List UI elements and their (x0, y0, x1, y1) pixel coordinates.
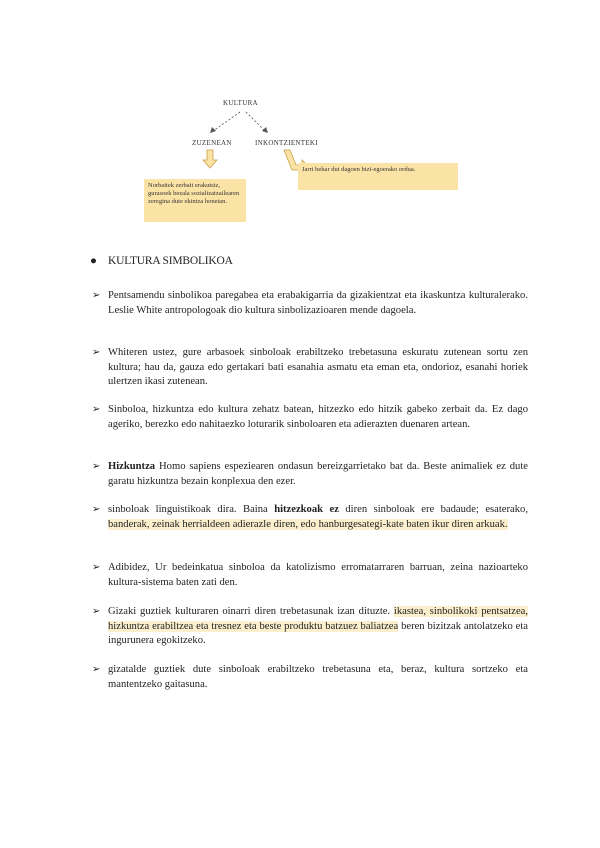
list-item (92, 460, 528, 489)
left-branch-arrow (213, 112, 240, 131)
list-item (92, 403, 528, 432)
down-arrow-icon (203, 150, 217, 168)
kultura-diagram (0, 0, 600, 230)
paragraph-text (108, 605, 528, 649)
paragraph-text: Sinboloa, hizkuntza edo kultura zehatz batean, hitzezko edo hitzik gabeko zerbait da. Ez dago ageriko, berezko edo nahitaezko loturarik sinboloaren eta adierazten duenaren artean. (108, 404, 528, 430)
list-arrow-icon: ➢ (92, 404, 101, 415)
bold-term: hitzezkoak ez (274, 504, 339, 515)
bullet-icon: ● (90, 255, 97, 267)
diagram-right-branch: INKONTZIENTEKI (255, 139, 318, 147)
list-arrow-icon: ➢ (92, 290, 101, 301)
list-arrow-icon: ➢ (92, 504, 101, 515)
paragraph-text: Adibidez, Ur bedeinkatua sinboloa da katolizismo erromatarraren barruan, zeina nazioarteko kultura-sistema baten zati den. (108, 562, 528, 588)
right-branch-arrow (246, 112, 265, 131)
paragraph-mid: diren sinboloak ere badaude; esaterako, (338, 504, 528, 515)
list-arrow-icon: ➢ (92, 606, 101, 617)
diagram-right-note: Jarri behar dut dagoen bizi-egoerako ordua. (298, 163, 458, 190)
list-item (92, 561, 528, 590)
paragraph-post: beren bizitzak antolatzeko eta ingurunera egokitzeko. (108, 620, 528, 646)
list-item (92, 503, 528, 532)
paragraph-text: gizatalde guztiek dute sinboloak erabiltzeko trebetasuna eta, beraz, kultura sortzeko eta mantentzeko gaitasuna. (108, 664, 528, 690)
list-arrow-icon: ➢ (92, 664, 101, 675)
list-item (92, 663, 528, 692)
list-item (92, 605, 528, 649)
highlighted-text: ikastea, sinbolikoki pentsatzea, hizkuntza erabiltzea eta tresnez eta beste produktu batzuez baliatzea (108, 606, 528, 632)
paragraph-rest: Homo sapiens espeziearen ondasun bereizgarrietako bat da. Beste animaliek ez dute garatu hizkuntza bezain konplexua den ezer. (108, 461, 528, 487)
diagram-root: KULTURA (223, 99, 258, 107)
diagram-left-branch: ZUZENEAN (192, 139, 232, 147)
list-arrow-icon: ➢ (92, 461, 101, 472)
paragraph-pre: sinboloak linguistikoak dira. Baina (108, 504, 275, 515)
diagram-connectors (0, 0, 600, 230)
paragraph-text: Whiteren ustez, gure arbasoek sinboloak erabiltzeko trebetasuna eskuratu zutenean sortu zen kultura; hau da, gauza edo gertakari bati esanahia asmatu eta eman eta, ondorioz, esanahi horiek ulertzen ikasi zutenean. (108, 347, 528, 387)
section-title: KULTURA SIMBOLIKOA (108, 255, 233, 267)
paragraph-text (108, 460, 528, 489)
diagram-left-note: Norbaitek zerbait erakutsiz, gurasoek bezala sozializatzailearen zeregina dute ekintza honetan. (144, 179, 246, 222)
list-item (92, 289, 528, 318)
list-arrow-icon: ➢ (92, 347, 101, 358)
paragraph-text (108, 503, 528, 532)
paragraph-pre: Gizaki guztiek kulturaren oinarri diren trebetasunak izan dituzte. (108, 606, 394, 617)
list-item (92, 346, 528, 390)
bold-term: Hizkuntza (108, 461, 156, 472)
paragraph-text: Pentsamendu sinbolikoa paregabea eta erabakigarria da gizakientzat eta ikaskuntza kulturalerako. Leslie White antropologoak dio kultura sinbolizazioaren mende dagoela. (108, 290, 528, 316)
highlighted-text: banderak, zeinak herrialdeen adierazle diren, edo hanburgesategi-kate baten ikur diren arkuak. (108, 518, 508, 530)
list-arrow-icon: ➢ (92, 562, 101, 573)
